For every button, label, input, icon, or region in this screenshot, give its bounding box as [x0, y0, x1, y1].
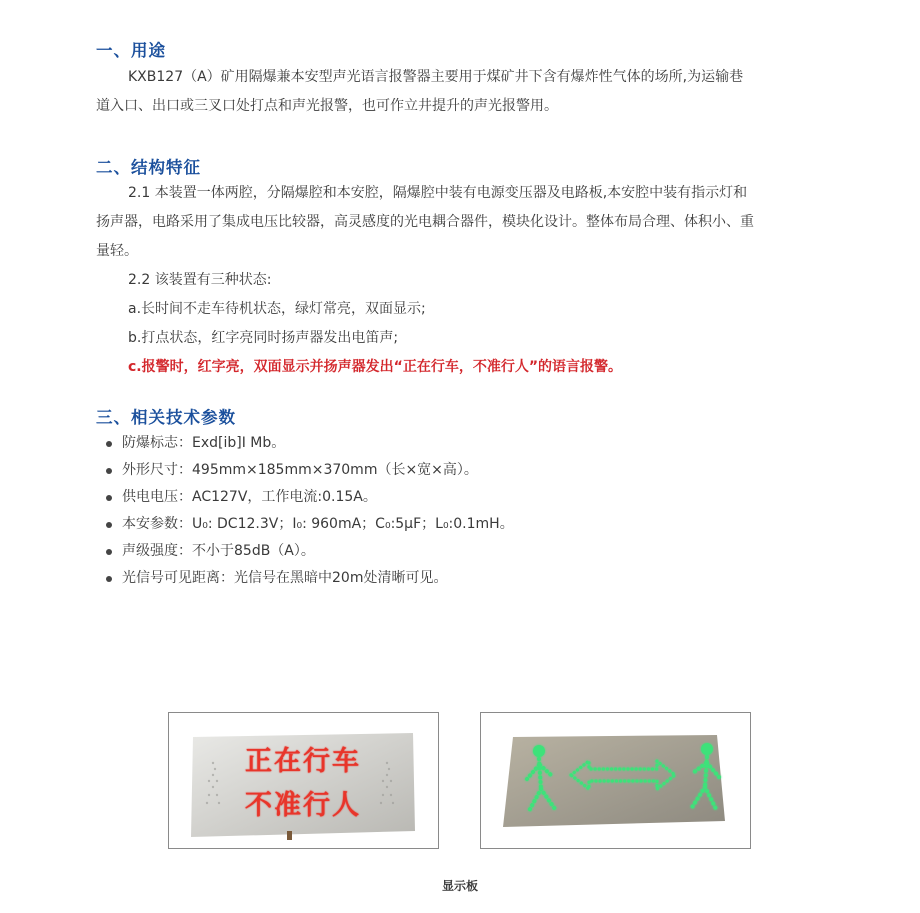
parameter-item: 本安参数：U₀: DC12.3V；I₀: 960mA；C₀:5μF；L₀:0.1mH。	[104, 511, 514, 538]
red-sign-line-1: 正在行车	[245, 746, 361, 777]
section-1-line-1: KXB127（A）矿用隔爆兼本安型声光语言报警器主要用于煤矿井下含有爆炸性气体的场所,为运输巷	[128, 69, 744, 85]
parameter-item: 防爆标志：Exd[ib]I Mb。	[104, 430, 514, 457]
parameter-item: 声级强度：不小于85dB（A）。	[104, 538, 514, 565]
section-2-body	[96, 179, 836, 382]
state-a: a.长时间不走车待机状态，绿灯常亮，双面显示;	[128, 301, 426, 317]
parameter-item: 光信号可见距离：光信号在黑暗中20m处清晰可见。	[104, 565, 514, 592]
section-1-title: 一、用途	[96, 41, 166, 60]
mount-bracket	[287, 831, 292, 840]
red-sign-photo	[168, 712, 439, 849]
parameter-item: 外形尺寸：495mm×185mm×370mm（长×宽×高）。	[104, 457, 514, 484]
section-3-title: 三、相关技术参数	[96, 408, 236, 427]
state-b: b.打点状态，红字亮同时扬声器发出电笛声;	[128, 330, 399, 346]
section-2-p2: 2.2 该装置有三种状态:	[128, 272, 272, 288]
parameter-item: 供电电压：AC127V，工作电流:0.15A。	[104, 484, 514, 511]
section-1-body	[96, 63, 836, 121]
parameter-list	[104, 430, 514, 592]
section-2-title: 二、结构特征	[96, 158, 201, 177]
red-sign-image	[169, 713, 438, 848]
section-2-p1-line-3: 量轻。	[96, 243, 138, 259]
green-sign-photo	[480, 712, 751, 849]
figure-caption: 显示板	[441, 879, 478, 893]
section-2-p1-line-2: 扬声器，电路采用了集成电压比较器，高灵感度的光电耦合器件，模块化设计。整体布局合理、体积小、重	[96, 214, 754, 230]
section-1-line-2: 道入口、出口或三叉口处打点和声光报警，也可作立井提升的声光报警用。	[96, 98, 558, 114]
green-sign-image	[481, 713, 750, 848]
section-2-p1-line-1: 2.1 本装置一体两腔，分隔爆腔和本安腔，隔爆腔中装有电源变压器及电路板,本安腔中装有指示灯和	[128, 185, 748, 201]
state-c: c.报警时，红字亮，双面显示并扬声器发出“正在行车，不准行人”的语言报警。	[128, 359, 623, 375]
red-sign-line-2: 不准行人	[245, 790, 361, 821]
